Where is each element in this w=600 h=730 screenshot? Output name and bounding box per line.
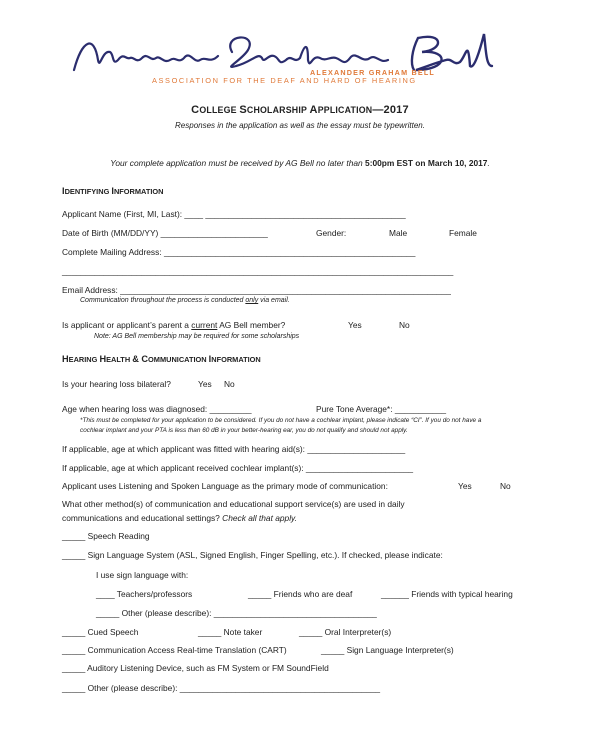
other-methods-question-line1: What other method(s) of communication and educational support service(s) are used in daily bbox=[62, 499, 405, 509]
signature-logo bbox=[72, 30, 522, 76]
gender-male-option[interactable]: Male bbox=[389, 228, 408, 238]
checkbox-cart[interactable]: _____ Communication Access Real-time Translation (CART) bbox=[62, 645, 287, 655]
hearing-aid-age-field[interactable]: If applicable, age at which applicant was fitted with hearing aid(s): _____________________ bbox=[62, 444, 406, 454]
age-diagnosed-field[interactable]: Age when hearing loss was diagnosed: _________ bbox=[62, 404, 252, 414]
checkbox-oral-interpreter[interactable]: _____ Oral Interpreter(s) bbox=[299, 627, 392, 637]
membership-question: Is applicant or applicant’s parent a current AG Bell member? bbox=[62, 320, 286, 330]
mailing-address-line2[interactable]: ____________________________________________________________________________________ bbox=[62, 266, 454, 276]
membership-note: Note: AG Bell membership may be required for some scholarships bbox=[94, 333, 300, 340]
pta-note-line2: cochlear implant and your PTA is less than 60 dB in your better-hearing ear, you do not qualify and should not apply. bbox=[80, 427, 408, 434]
applicant-name-field[interactable]: Applicant Name (First, MI, Last): ____ ___________________________________________ bbox=[62, 209, 406, 219]
subtitle: Responses in the application as well as the essay must be typewritten. bbox=[175, 121, 425, 130]
section-hearing-health: HEARING HEALTH & COMMUNICATION INFORMATION bbox=[62, 354, 261, 364]
logo-line2: ASSOCIATION FOR THE DEAF AND HARD OF HEARING bbox=[152, 76, 417, 85]
checkbox-speech-reading[interactable]: _____ Speech Reading bbox=[62, 531, 150, 541]
checkbox-teachers-professors[interactable]: ____ Teachers/professors bbox=[96, 589, 193, 599]
lsl-question: Applicant uses Listening and Spoken Language as the primary mode of communication: bbox=[62, 481, 388, 491]
section-identifying-information: IDENTIFYING INFORMATION bbox=[62, 186, 164, 196]
checkbox-other[interactable]: _____ Other (please describe): ___________________________________________ bbox=[62, 683, 381, 693]
checkbox-note-taker[interactable]: _____ Note taker bbox=[198, 627, 263, 637]
cochlear-implant-age-field[interactable]: If applicable, age at which applicant received cochlear implant(s): _______________________ bbox=[62, 463, 414, 473]
logo-line1: ALEXANDER GRAHAM BELL bbox=[310, 68, 436, 77]
deadline-notice: Your complete application must be received by AG Bell no later than 5:00pm EST on March 10, 2017. bbox=[110, 158, 490, 168]
other-methods-question-line2: communications and educational settings? Check all that apply. bbox=[62, 513, 297, 523]
bilateral-yes-option[interactable]: Yes bbox=[198, 379, 212, 389]
checkbox-auditory-listening-device[interactable]: _____ Auditory Listening Device, such as FM System or FM SoundField bbox=[62, 663, 329, 673]
gender-female-option[interactable]: Female bbox=[449, 228, 477, 238]
lsl-yes-option[interactable]: Yes bbox=[458, 481, 472, 491]
checkbox-sign-language-system[interactable]: _____ Sign Language System (ASL, Signed English, Finger Spelling, etc.). If checked, please indicate: bbox=[62, 550, 443, 560]
sign-language-with-label: I use sign language with: bbox=[96, 570, 189, 580]
mailing-address-field[interactable]: Complete Mailing Address: ______________________________________________________ bbox=[62, 247, 416, 257]
date-of-birth-field[interactable]: Date of Birth (MM/DD/YY) _______________________ bbox=[62, 228, 268, 238]
checkbox-friends-deaf[interactable]: _____ Friends who are deaf bbox=[248, 589, 353, 599]
pta-note-line1: *This must be completed for your application to be considered. If you do not have a cochlear implant, please indicate “CI”. If you do not have a bbox=[80, 417, 482, 424]
page-title: COLLEGE SCHOLARSHIP APPLICATION—2017 bbox=[191, 104, 409, 116]
pure-tone-average-field[interactable]: Pure Tone Average*: ___________ bbox=[316, 404, 447, 414]
checkbox-sign-language-interpreter[interactable]: _____ Sign Language Interpreter(s) bbox=[321, 645, 454, 655]
lsl-no-option[interactable]: No bbox=[500, 481, 511, 491]
bilateral-question: Is your hearing loss bilateral? bbox=[62, 379, 171, 389]
email-note: Communication throughout the process is conducted only via email. bbox=[80, 297, 290, 304]
checkbox-friends-hearing[interactable]: ______ Friends with typical hearing bbox=[381, 589, 513, 599]
checkbox-sign-other[interactable]: _____ Other (please describe): ___________________________________ bbox=[96, 608, 377, 618]
gender-label: Gender: bbox=[316, 228, 347, 238]
email-address-field[interactable]: Email Address: _______________________________________________________________________ bbox=[62, 285, 451, 295]
membership-no-option[interactable]: No bbox=[399, 320, 410, 330]
checkbox-cued-speech[interactable]: _____ Cued Speech bbox=[62, 627, 139, 637]
membership-yes-option[interactable]: Yes bbox=[348, 320, 362, 330]
bilateral-no-option[interactable]: No bbox=[224, 379, 235, 389]
